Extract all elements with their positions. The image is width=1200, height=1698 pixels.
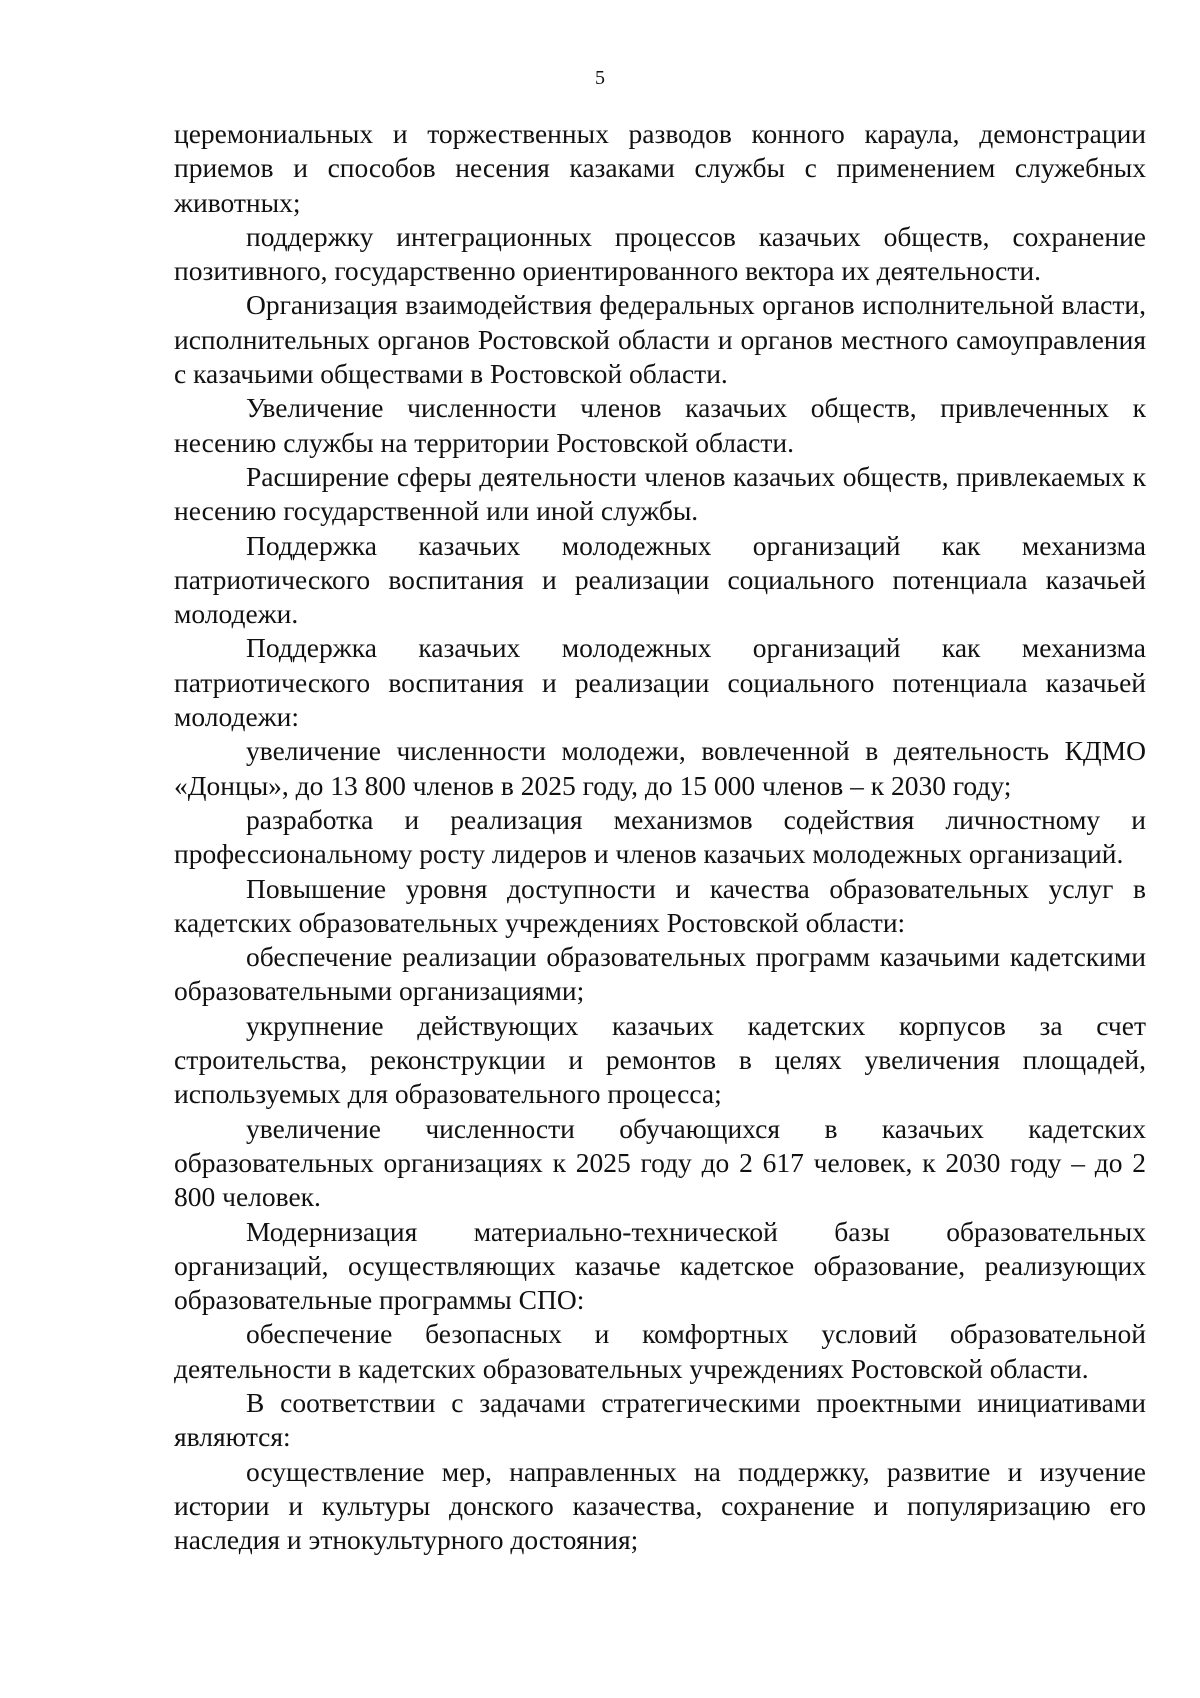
paragraph: Организация взаимодействия федеральных органов исполнительной власти, исполнительных органов Ростовской области и органов местного самоуправления с казачьими обществами в Ростовской области. bbox=[174, 289, 1146, 390]
paragraph: увеличение численности обучающихся в казачьих кадетских образовательных организациях к 2025 году до 2 617 человек, к 2030 году – до 2 800 человек. bbox=[174, 1112, 1146, 1213]
paragraph: Расширение сферы деятельности членов казачьих обществ, привлекаемых к несению государственной или иной службы. bbox=[174, 460, 1146, 527]
paragraph: Поддержка казачьих молодежных организаций как механизма патриотического воспитания и реализации социального потенциала казачьей молодежи. bbox=[174, 529, 1146, 630]
paragraph: В соответствии с задачами стратегическими проектными инициативами являются: bbox=[174, 1386, 1146, 1453]
paragraph: Поддержка казачьих молодежных организаций как механизма патриотического воспитания и реализации социального потенциала казачьей молодежи: bbox=[174, 632, 1146, 733]
page-number: 5 bbox=[595, 67, 605, 89]
paragraph: увеличение численности молодежи, вовлеченной в деятельность КДМО «Донцы», до 13 800 членов в 2025 году, до 15 000 членов – к 2030 году; bbox=[174, 735, 1146, 801]
paragraph: поддержку интеграционных процессов казачьих обществ, сохранение позитивного, государственно ориентированного вектора их деятельности. bbox=[174, 220, 1146, 287]
paragraph: обеспечение реализации образовательных программ казачьими кадетскими образовательными организациями; bbox=[174, 941, 1146, 1007]
paragraph: церемониальных и торжественных разводов конного караула, демонстрации приемов и способов несения казаками службы с применением служебных животных; bbox=[174, 118, 1146, 218]
paragraph: Модернизация материально-технической базы образовательных организаций, осуществляющих казачье кадетское образование, реализующих образовательные программы СПО: bbox=[174, 1215, 1146, 1316]
paragraph: обеспечение безопасных и комфортных условий образовательной деятельности в кадетских образовательных учреждениях Ростовской области. bbox=[174, 1318, 1146, 1384]
paragraph: осуществление мер, направленных на поддержку, развитие и изучение истории и культуры донского казачества, сохранение и популяризацию его наследия и этнокультурного достояния; bbox=[174, 1455, 1146, 1556]
paragraph: укрупнение действующих казачьих кадетских корпусов за счет строительства, реконструкции и ремонтов в целях увеличения площадей, используемых для образовательного процесса; bbox=[174, 1009, 1146, 1110]
paragraph: Увеличение численности членов казачьих обществ, привлеченных к несению службы на территории Ростовской области. bbox=[174, 392, 1146, 458]
document-body bbox=[174, 117, 1146, 1557]
paragraph: Повышение уровня доступности и качества образовательных услуг в кадетских образовательных учреждениях Ростовской области: bbox=[174, 872, 1146, 938]
paragraph: разработка и реализация механизмов содействия личностному и профессиональному росту лидеров и членов казачьих молодежных организаций. bbox=[174, 803, 1146, 870]
